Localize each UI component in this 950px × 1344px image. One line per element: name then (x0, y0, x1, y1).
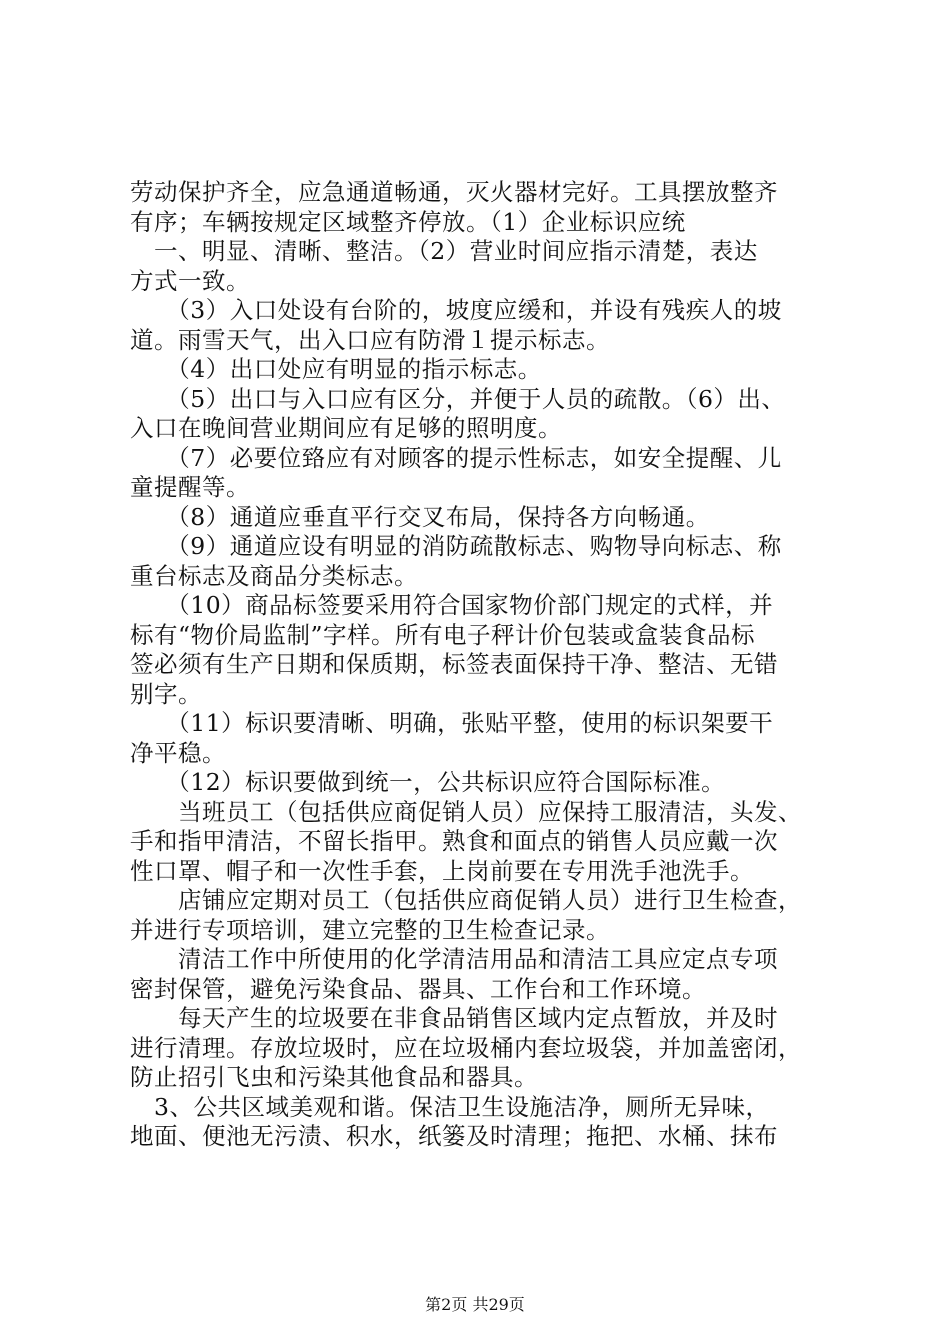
text-line: 进行清理。存放垃圾时，应在垃圾桶内套垃圾袋，并加盖密闭， (130, 1033, 802, 1062)
text-line: （5）出口与入口应有区分，并便于人员的疏散。（6）出、 (130, 384, 786, 413)
text-line: 劳动保护齐全，应急通道畅通，灭火器材完好。工具摆放整齐 (130, 178, 778, 206)
text-line: （3）入口处设有台阶的，坡度应缓和，并设有残疾人的坡 (130, 296, 782, 324)
text-line: 密封保管，避免污染食品、器具、工作台和工作环境。 (130, 974, 706, 1003)
text-line: 标有“物价局监制”字样。所有电子秤计价包装或盒装食品标 (130, 620, 756, 649)
text-line: 地面、便池无污渍、积水，纸篓及时清理；拖把、水桶、抹布 (130, 1122, 778, 1150)
text-line: 入口在晚间营业期间应有足够的照明度。 (130, 414, 562, 442)
text-line: 防止招引飞虫和污染其他食品和器具。 (130, 1063, 538, 1091)
text-line: 3、公共区域美观和谐。保洁卫生设施洁净，厕所无异味， (130, 1092, 770, 1121)
text-line: （9）通道应设有明显的消防疏散标志、购物导向标志、称 (130, 532, 782, 560)
text-line: 有序；车辆按规定区域整齐停放。（1）企业标识应统 (130, 207, 686, 236)
text-line: （12）标识要做到统一，公共标识应符合国际标准。 (130, 768, 726, 796)
text-line: 店铺应定期对员工（包括供应商促销人员）进行卫生检查， (130, 886, 802, 914)
text-line: 手和指甲清洁，不留长指甲。熟食和面点的销售人员应戴一次 (130, 827, 778, 855)
text-line: （11）标识要清晰、明确，张贴平整，使用的标识架要干 (130, 709, 774, 737)
text-line: 当班员工（包括供应商促销人员）应保持工服清洁，头发、 (130, 797, 802, 826)
text-line: 别字。 (130, 679, 202, 708)
text-line: 重台标志及商品分类标志。 (130, 561, 418, 590)
text-line: 每天产生的垃圾要在非食品销售区域内定点暂放，并及时 (130, 1004, 778, 1032)
text-line: （8）通道应垂直平行交叉布局，保持各方向畅通。 (130, 502, 710, 531)
text-line: 童提醒等。 (130, 473, 250, 501)
text-line: （10）商品标签要采用符合国家物价部门规定的式样，并 (130, 591, 774, 619)
text-line: （4）出口处应有明显的指示标志。 (130, 355, 542, 383)
text-line: 签必须有生产日期和保质期，标签表面保持干净、整洁、无错 (130, 650, 778, 678)
page-footer: 第2页 共29页 (425, 1295, 525, 1314)
text-line: 方式一致。 (130, 266, 250, 295)
text-line: 净平稳。 (130, 738, 226, 767)
text-line: （7）必要位臵应有对顾客的提示性标志，如安全提醒、儿 (130, 443, 782, 472)
text-line: 性口罩、帽子和一次性手套，上岗前要在专用洗手池洗手。 (130, 856, 754, 885)
text-line: 并进行专项培训，建立完整的卫生检查记录。 (130, 915, 610, 944)
text-line: 清洁工作中所使用的化学清洁用品和清洁工具应定点专项 (130, 945, 778, 973)
text-line: 一、明显、清晰、整洁。（2）营业时间应指示清楚，表达 (130, 237, 758, 265)
text-line: 道。雨雪天气，出入口应有防滑１提示标志。 (130, 325, 610, 354)
